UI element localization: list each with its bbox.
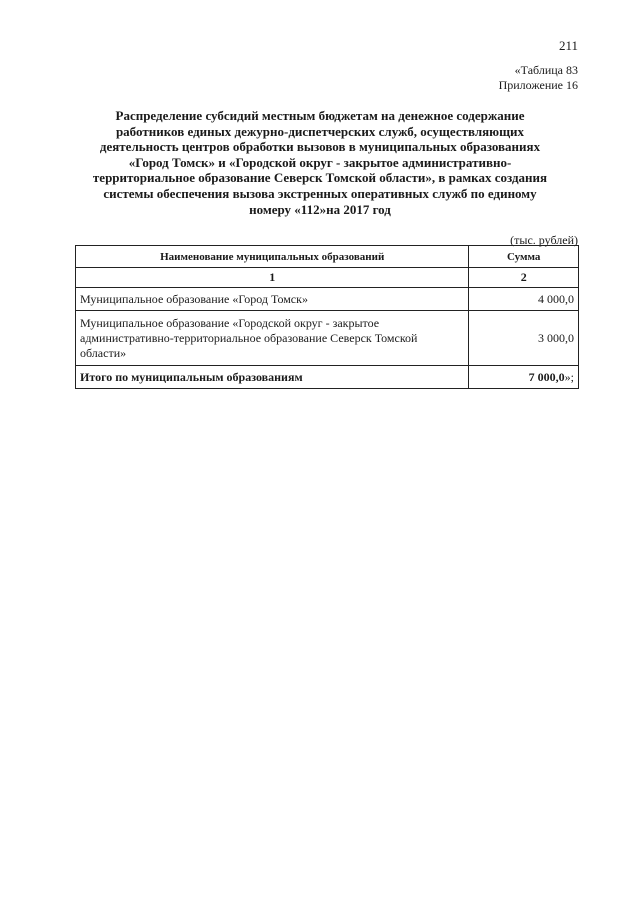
- total-suffix: »;: [564, 369, 574, 384]
- title-line: работников единых дежурно-диспетчерских служб, осуществляющих: [115, 123, 525, 139]
- row-sum-cell: 4 000,0: [469, 288, 579, 311]
- table-row: [76, 311, 579, 366]
- title-line: «Город Томск» и «Городской округ - закрытое административно-: [128, 154, 512, 170]
- document-title: [78, 108, 562, 217]
- column-number-row: [76, 268, 579, 288]
- title-line: системы обеспечения вызова экстренных оперативных служб по единому: [103, 185, 537, 201]
- title-line: территориальное образование Северск Томской области», в рамках создания: [92, 170, 548, 186]
- column-number-name: 1: [76, 268, 469, 288]
- appendix-reference: Приложение 16: [498, 78, 578, 92]
- table-header-row: [76, 246, 579, 268]
- title-line: деятельность центров обработки вызовов в муниципальных образованиях: [99, 139, 541, 155]
- header-sum: Сумма: [469, 246, 579, 268]
- row-name-cell: Муниципальное образование «Городской округ - закрытое административно-территориальное образование Северск Томской области»: [76, 311, 469, 366]
- table-reference: «Таблица 83: [514, 63, 578, 77]
- attachment-reference: [499, 63, 578, 93]
- page-number: 211: [558, 38, 578, 53]
- title-line: Распределение субсидий местным бюджетам на денежное содержание: [115, 108, 525, 123]
- total-row: [76, 366, 579, 389]
- unit-note: (тыс. рублей): [510, 233, 578, 247]
- total-sum-cell: [469, 366, 579, 389]
- row-sum-cell: 3 000,0: [469, 311, 579, 366]
- total-sum: 7 000,0: [528, 369, 565, 384]
- title-line: номеру «112»на 2017 год: [249, 201, 391, 217]
- header-name: Наименование муниципальных образований: [76, 246, 469, 268]
- column-number-sum: 2: [469, 268, 579, 288]
- total-label: Итого по муниципальным образованиям: [76, 366, 469, 389]
- table-row: [76, 288, 579, 311]
- subsidy-table: [75, 245, 579, 389]
- row-name-cell: Муниципальное образование «Город Томск»: [76, 288, 469, 311]
